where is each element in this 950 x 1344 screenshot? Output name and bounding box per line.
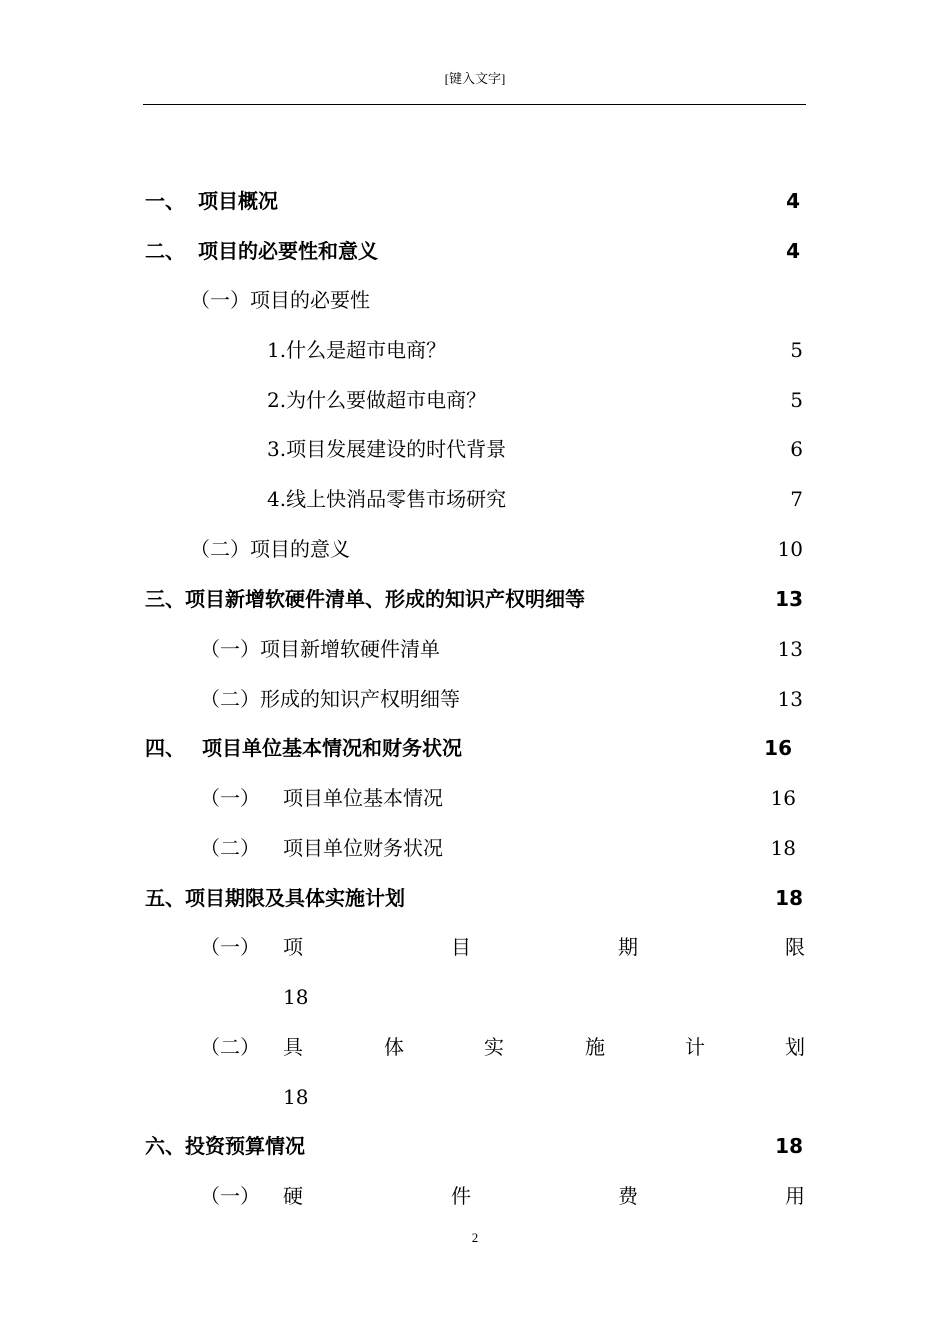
toc-entry-5-1[interactable]	[0, 932, 950, 962]
toc-entry-page: 16	[764, 736, 792, 760]
page-number: 2	[471, 1230, 479, 1245]
toc-entry-title: 项目单位基本情况	[283, 786, 443, 810]
toc-entry-page: 4	[786, 189, 800, 213]
toc-entry-word: 施	[585, 1035, 605, 1059]
toc-entry-word: 项	[283, 935, 303, 959]
toc-entry-number: （二）	[200, 836, 260, 860]
toc-entry-title: 三、项目新增软硬件清单、形成的知识产权明细等	[145, 587, 585, 611]
toc-entry-word: 目	[451, 935, 471, 959]
toc-entry-word: 期	[618, 935, 638, 959]
toc-entry-page: 7	[790, 487, 803, 511]
toc-entry-word: 计	[685, 1035, 705, 1059]
toc-entry-6[interactable]	[0, 1131, 950, 1161]
toc-entry-word: 限	[785, 935, 805, 959]
toc-entry-5-2-page-line	[0, 1082, 950, 1112]
toc-entry-title: （二）形成的知识产权明细等	[200, 687, 460, 711]
toc-entry-page: 13	[775, 587, 803, 611]
toc-entry-word: 件	[451, 1184, 471, 1208]
toc-entry-page: 18	[770, 836, 796, 860]
toc-entry-2[interactable]	[0, 236, 950, 266]
toc-entry-word: 费	[618, 1184, 638, 1208]
toc-entry-4-1[interactable]	[0, 783, 950, 813]
toc-entry-number: （一）	[200, 1184, 260, 1208]
toc-entry-page: 16	[770, 786, 796, 810]
toc-entry-page: 10	[777, 537, 803, 561]
toc-entry-word: 用	[785, 1184, 805, 1208]
toc-entry-word: 体	[384, 1035, 404, 1059]
toc-entry-page: 13	[777, 687, 803, 711]
toc-entry-2-1-4[interactable]	[0, 484, 950, 514]
toc-entry-page: 18	[283, 985, 309, 1009]
toc-entry-3-2[interactable]	[0, 684, 950, 714]
toc-entry-title: 项目单位财务状况	[283, 836, 443, 860]
toc-entry-page: 13	[777, 637, 803, 661]
toc-entry-title: 项目单位基本情况和财务状况	[202, 736, 462, 760]
toc-entry-2-1-1[interactable]	[0, 335, 950, 365]
toc-entry-title: （二）项目的意义	[190, 537, 350, 561]
page-header-text: [键入文字]	[444, 71, 506, 86]
toc-entry-word: 实	[484, 1035, 504, 1059]
toc-entry-title: 项目概况	[198, 189, 278, 213]
toc-entry-page: 18	[775, 1134, 803, 1158]
toc-entry-4-2[interactable]	[0, 833, 950, 863]
toc-entry-2-1-2[interactable]	[0, 385, 950, 415]
toc-entry-page: 18	[775, 886, 803, 910]
toc-entry-3-1[interactable]	[0, 634, 950, 664]
toc-entry-number: （一）	[200, 935, 260, 959]
toc-entry-page: 18	[283, 1085, 309, 1109]
toc-entry-title: 3.项目发展建设的时代背景	[267, 437, 507, 461]
toc-entry-title: 2.为什么要做超市电商？	[267, 388, 487, 412]
toc-entry-page: 4	[786, 239, 800, 263]
toc-entry-page: 5	[790, 338, 803, 362]
toc-entry-title: 1.什么是超市电商？	[267, 338, 447, 362]
toc-entry-2-1-3[interactable]	[0, 434, 950, 464]
toc-entry-1[interactable]	[0, 186, 950, 216]
toc-entry-title: 五、项目期限及具体实施计划	[145, 886, 405, 910]
toc-entry-page: 6	[790, 437, 803, 461]
toc-entry-5-2[interactable]	[0, 1032, 950, 1062]
toc-entry-number: （二）	[200, 1035, 260, 1059]
toc-entry-word: 划	[785, 1035, 805, 1059]
toc-entry-5[interactable]	[0, 883, 950, 913]
toc-entry-title: 4.线上快消品零售市场研究	[267, 487, 507, 511]
toc-entry-2-2[interactable]	[0, 534, 950, 564]
toc-entry-title: （一）项目新增软硬件清单	[200, 637, 440, 661]
toc-entry-2-1[interactable]	[0, 285, 950, 315]
toc-entry-number: （一）	[200, 786, 260, 810]
toc-entry-4[interactable]	[0, 733, 950, 763]
toc-entry-5-1-page-line	[0, 982, 950, 1012]
toc-entry-page: 5	[790, 388, 803, 412]
toc-entry-title: （一）项目的必要性	[190, 288, 370, 312]
header-rule	[143, 104, 806, 105]
toc-entry-number: 一、	[145, 189, 185, 213]
toc-entry-number: 四、	[145, 736, 185, 760]
toc-entry-6-1[interactable]	[0, 1181, 950, 1211]
toc-entry-word: 硬	[283, 1184, 303, 1208]
toc-entry-3[interactable]	[0, 584, 950, 614]
toc-entry-title: 项目的必要性和意义	[198, 239, 378, 263]
toc-entry-title: 六、投资预算情况	[145, 1134, 305, 1158]
toc-entry-word: 具	[283, 1035, 303, 1059]
toc-entry-number: 二、	[145, 239, 185, 263]
